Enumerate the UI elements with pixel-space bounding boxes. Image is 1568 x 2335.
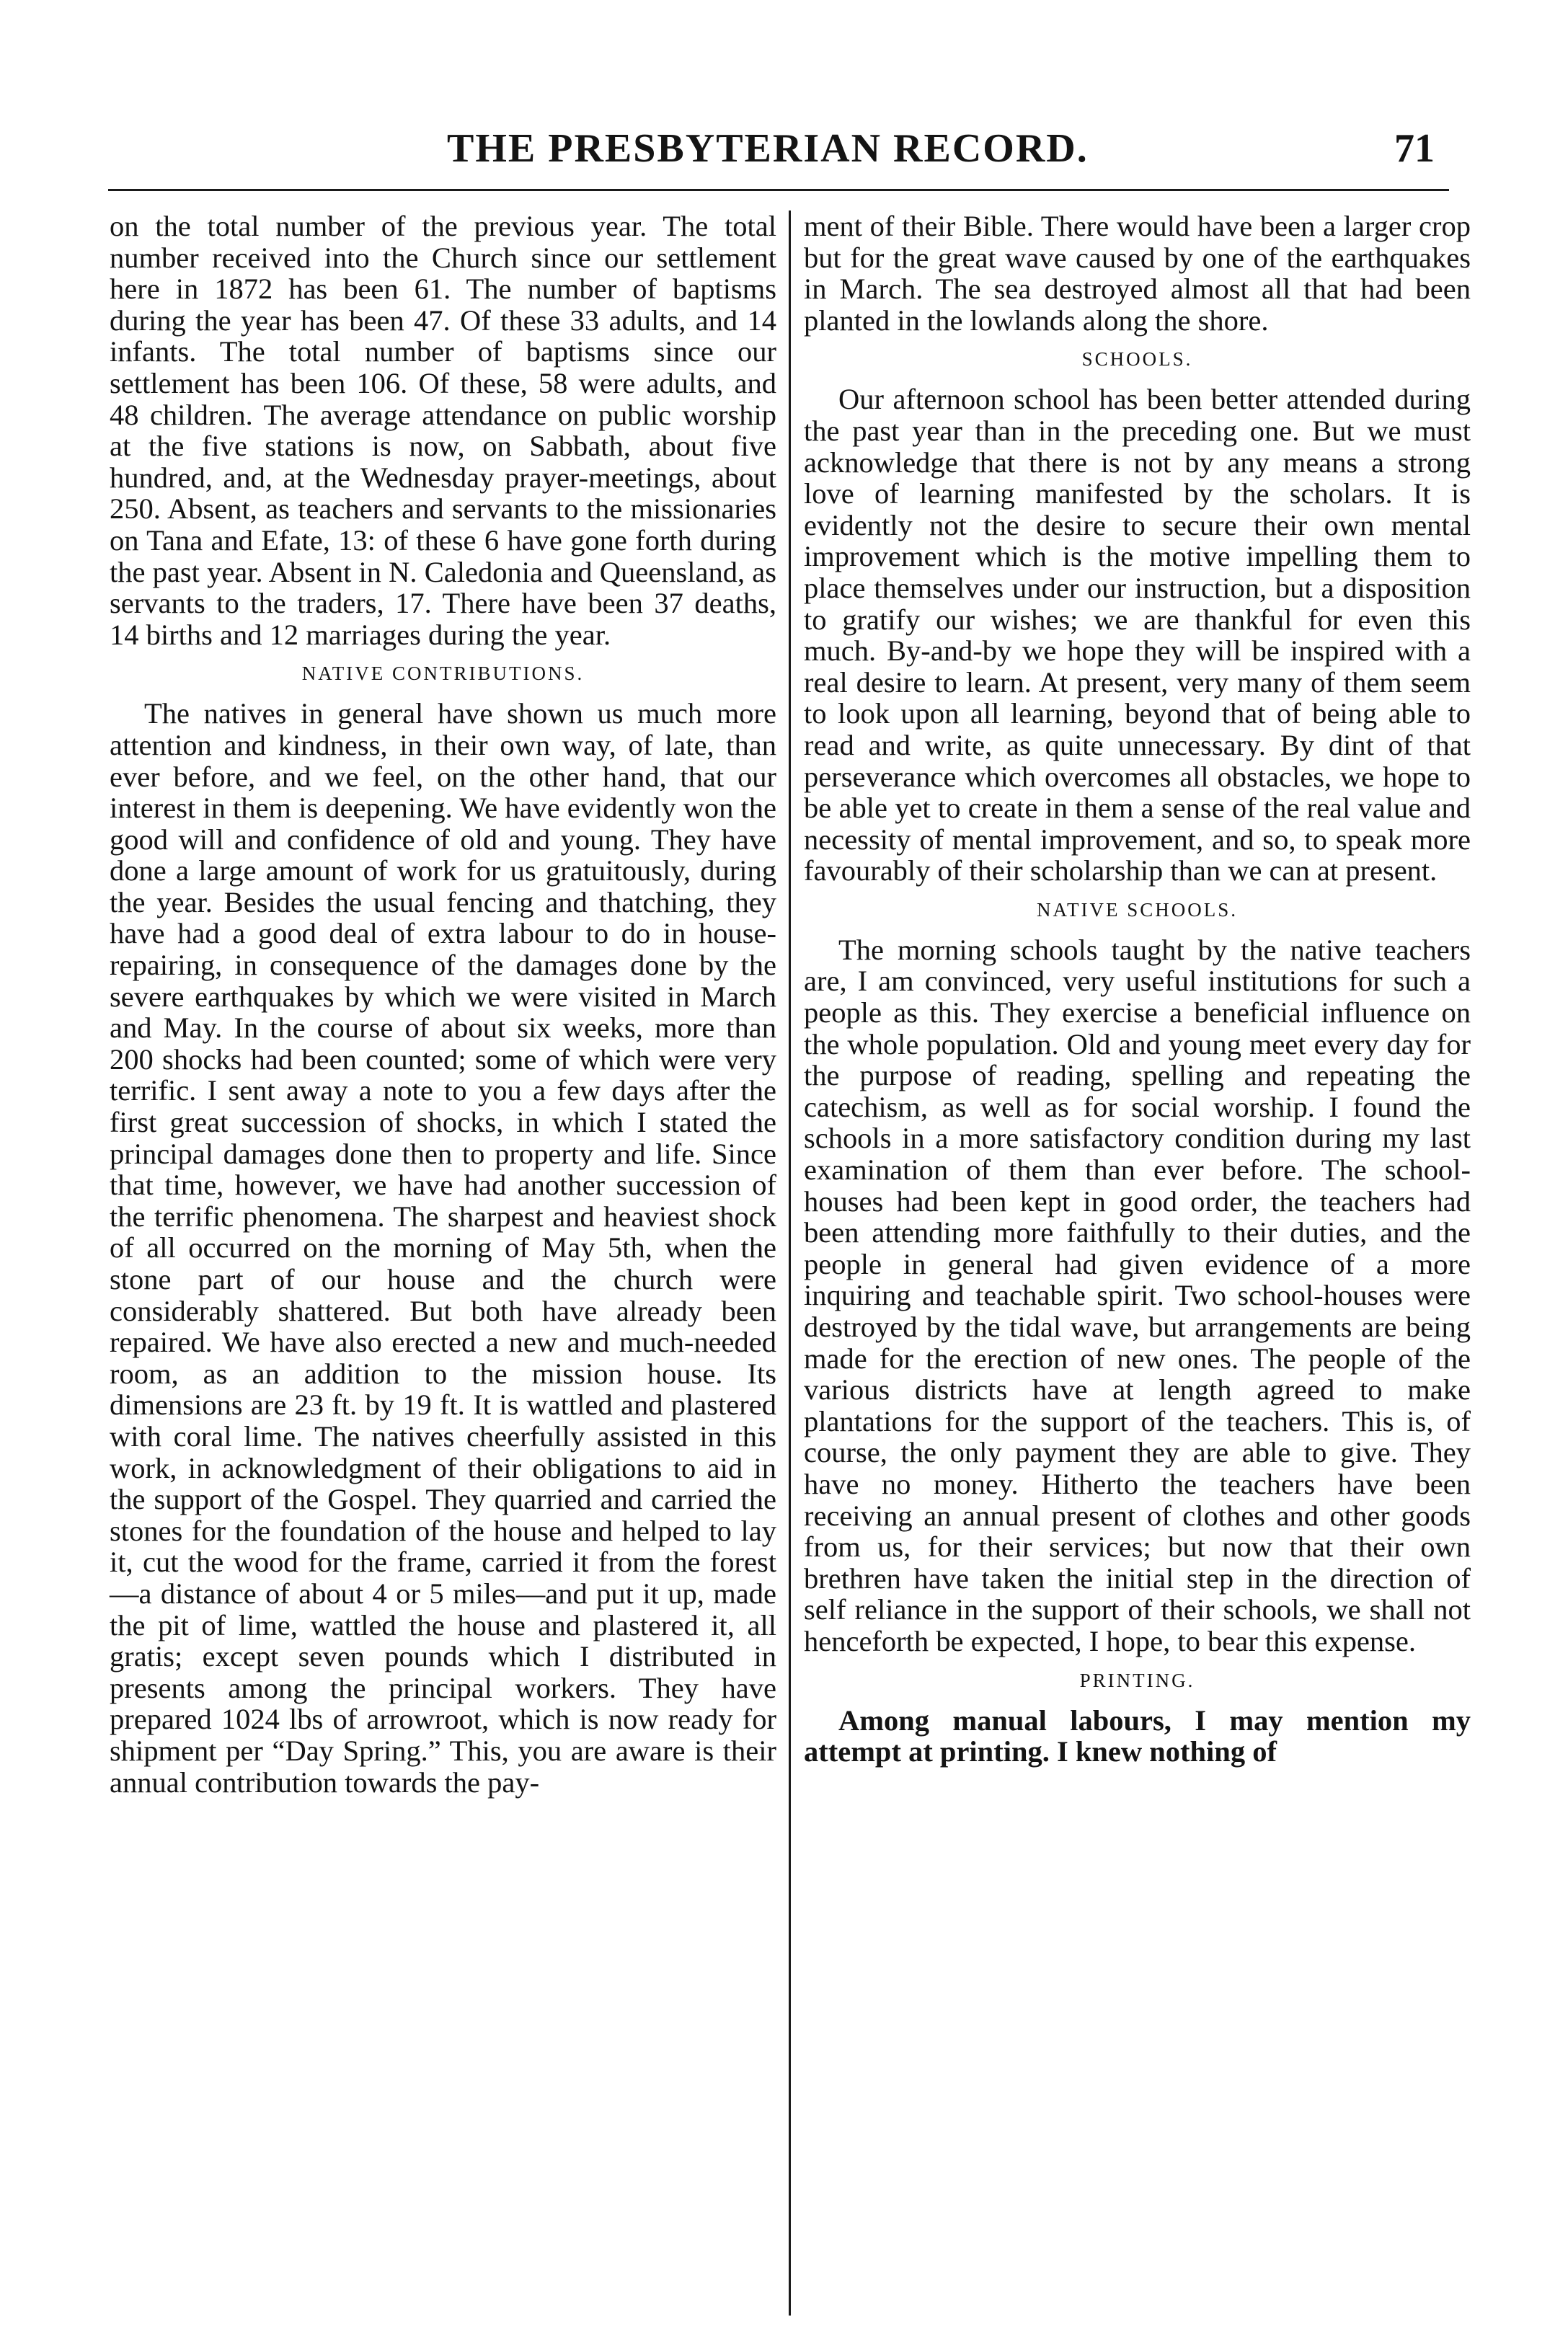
- column-divider: [789, 211, 791, 2316]
- paragraph-native-schools: The morning schools taught by the native teachers are, I am convinced, very useful institutions for such a people as this. They exercise a beneficial influence on the whole population. Old and young meet every day for the purpose of reading, spelling and repeating the catechism, as well as for social worship. I found the schools in a more satisfactory condition during my last examination of them than ever before. The school-houses had been kept in good order, the teachers had been attending more faithfully to their duties, and the people in general had given evidence of a more inquiring and teachable spirit. Two school-houses were destroyed by the tidal wave, but arrangements are being made for the erection of new ones. The people of the various districts have at length agreed to make plantations for the support of the teachers. This is, of course, the only payment they are able to give. They have no money. Hitherto the teachers have been receiving an annual present of clothes and other goods from us, for their services; but now that their own brethren have taken the initial step in the direction of self reliance in the support of their schools, we shall not henceforth be expected, I hope, to bear this expense.: [804, 933, 1471, 1657]
- paragraph-schools: Our afternoon school has been better attended during the past year than in the preceding one. But we must acknowledge that there is not by any means a strong love of learning manifested by the scholars. It is evidently not the desire to secure their own mental improvement which is the motive impelling them to place themselves under our instruction, but a disposition to gratify our wishes; we are thankful for even this much. By-and-by we hope they will be inspired with a real desire to learn. At present, very many of them seem to look upon all learning, beyond that of being able to read and write, as quite unnecessary. By dint of that perseverance which overcomes all obstacles, we hope to be able yet to create in them a sense of the real value and necessity of mental improvement, and so, to speak more favourably of their scholarship than we can at present.: [804, 383, 1471, 887]
- paragraph-printing: Among manual labours, I may mention my attempt at printing. I knew nothing of: [804, 1703, 1471, 1768]
- running-title: THE PRESBYTERIAN RECORD.: [447, 126, 1089, 171]
- left-column: [110, 211, 776, 1798]
- paragraph-statistics: on the total number of the previous year. The total number received into the Church since our settlement here in 1872 has been 61. The number of baptisms during the year has been 47. Of these 33 adults, and 14 infants. The total number of baptisms since our settlement has been 106. Of these, 58 were adults, and 48 children. The average attendance on public worship at the five stations is now, on Sabbath, about five hundred, and, at the Wednesday prayer-meetings, about 250. Absent, as teachers and servants to the missionaries on Tana and Efate, 13: of these 6 have gone forth during the past year. Absent in N. Caledonia and Queensland, as servants to the traders, 17. There have been 37 deaths, 14 births and 12 marriages during the year.: [110, 210, 776, 651]
- header-rule: [108, 189, 1449, 191]
- right-column: [804, 211, 1471, 1768]
- heading-native-contributions: NATIVE CONTRIBUTIONS.: [301, 663, 585, 685]
- paragraph-contributions: The natives in general have shown us much more attention and kindness, in their own way, of late, than ever before, and we feel, on the other hand, that our interest in them is deepening. We have evidently won the good will and confidence of old and young. They have done a large amount of work for us gratuitously, during the year. Besides the usual fencing and thatching, they have had a good deal of extra labour to do in house-repairing, in consequence of the damages done by the severe earthquakes by which we were visited in March and May. In the course of about six weeks, more than 200 shocks had been counted; some of which were very terrific. I sent away a note to you a few days after the first great succession of shocks, in which I stated the principal damages done then to property and life. Since that time, however, we have had another succession of the terrific phenomena. The sharpest and heaviest shock of all occurred on the morning of May 5th, when the stone part of our house and the church were considerably shattered. But both have already been repaired. We have also erected a new and much-needed room, as an addition to the mission house. Its dimensions are 23 ft. by 19 ft. It is wattled and plastered with coral lime. The natives cheerfully assisted in this work, in acknowledgment of their obligations to aid in the support of the Gospel. They quarried and carried the stones for the foundation of the house and helped to lay it, cut the wood for the frame, carried it from the forest—a distance of about 4 or 5 miles—and put it up, made the pit of lime, wattled the house and plastered it, all gratis; except seven pounds which I distributed in presents among the principal workers. They have prepared 1024 lbs of arrowroot, which is now ready for shipment per “Day Spring.” This, you are aware is their annual contribution towards the pay-: [110, 697, 776, 1799]
- page-number: 71: [1394, 126, 1435, 171]
- heading-schools: SCHOOLS.: [1081, 348, 1193, 371]
- paragraph-bible-payment: ment of their Bible. There would have been a larger crop but for the great wave caused by one of the earthquakes in March. The sea destroyed almost all that had been planted in the lowlands along the shore.: [804, 210, 1471, 337]
- page-header: [108, 123, 1456, 180]
- heading-printing: PRINTING.: [1079, 1669, 1195, 1691]
- heading-native-schools: NATIVE SCHOOLS.: [1036, 898, 1238, 921]
